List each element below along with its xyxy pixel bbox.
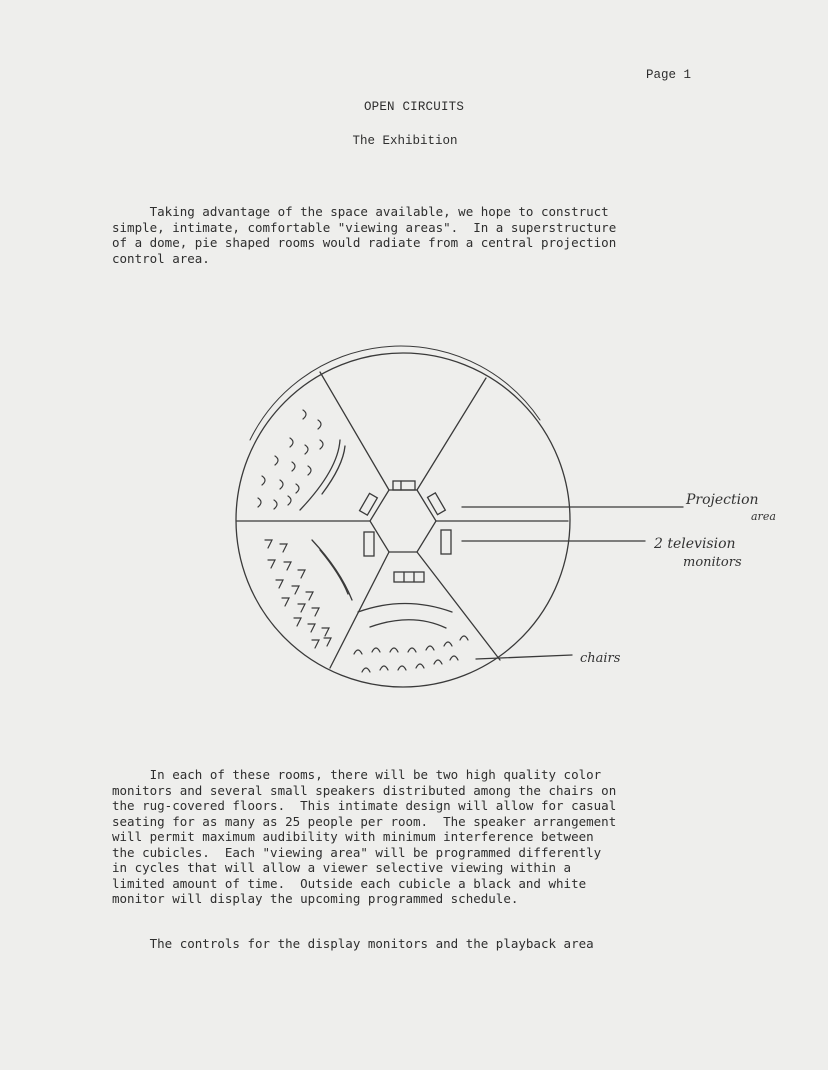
chair-mark bbox=[390, 648, 398, 652]
chair-mark bbox=[274, 500, 277, 509]
chair-mark bbox=[308, 624, 315, 632]
chair-mark bbox=[294, 618, 301, 626]
chair-mark bbox=[306, 592, 313, 600]
label-projection-line1: Projection bbox=[686, 492, 759, 508]
chair-marks bbox=[258, 410, 468, 672]
chair-mark bbox=[322, 628, 329, 636]
dome-outline-sketch bbox=[250, 346, 540, 440]
label-projection-line2: area bbox=[751, 510, 776, 523]
monitor-east bbox=[441, 530, 451, 554]
chair-mark bbox=[296, 484, 299, 493]
chair-mark bbox=[298, 570, 305, 578]
pointer-chairs bbox=[476, 655, 572, 659]
chair-mark bbox=[276, 580, 283, 588]
label-monitor-line1: 2 television bbox=[654, 536, 736, 552]
chair-mark bbox=[298, 604, 305, 612]
monitor-north-west bbox=[360, 493, 378, 515]
chair-mark bbox=[290, 438, 293, 447]
chair-mark bbox=[450, 656, 458, 660]
chair-mark bbox=[320, 440, 323, 449]
chair-mark bbox=[408, 648, 416, 652]
chair-mark bbox=[460, 636, 468, 640]
chair-mark bbox=[282, 598, 289, 606]
wall-north-west bbox=[320, 372, 389, 490]
page-number: Page 1 bbox=[646, 68, 692, 82]
chair-mark bbox=[362, 668, 370, 672]
monitor-north bbox=[393, 481, 415, 490]
chair-mark bbox=[268, 560, 275, 568]
chair-mark bbox=[262, 476, 265, 485]
paragraph-rooms: In each of these rooms, there will be two high quality color monitors and several small speakers distributed among the chairs on the rug-covered floors. This intimate design will allow for casual seating for as many as 25 people per room. The speaker arrangement will permit maximum audibility with minimum interference between the cubicles. Each "viewing area" will be programmed differently in cycles that will allow a viewer selective viewing within a limited amount of time. Outside each cubicle a black and white monitor will display the upcoming programmed schedule. bbox=[112, 767, 617, 906]
chair-mark bbox=[280, 544, 287, 552]
chair-mark bbox=[292, 462, 295, 471]
chair-mark bbox=[312, 640, 319, 648]
chair-mark bbox=[292, 586, 299, 594]
wall-north-east bbox=[417, 378, 486, 490]
monitor-west bbox=[364, 532, 374, 556]
seating-arc-s-1 bbox=[358, 604, 452, 613]
chair-mark bbox=[434, 660, 442, 664]
seating-arc-nw-2 bbox=[322, 446, 345, 494]
paragraph-controls: The controls for the display monitors and the playback area bbox=[112, 936, 594, 951]
paragraph-intro: Taking advantage of the space available, we hope to construct simple, intimate, comfortable "viewing areas". In a superstructure of a dome, pie shaped rooms would radiate from a central projection control area. bbox=[112, 204, 617, 266]
chair-mark bbox=[380, 666, 388, 670]
chair-mark bbox=[398, 666, 406, 670]
chair-mark bbox=[258, 498, 261, 507]
chair-mark bbox=[275, 456, 278, 465]
chair-mark bbox=[303, 410, 306, 419]
chair-mark bbox=[444, 642, 452, 646]
chair-mark bbox=[265, 540, 272, 548]
central-projection-hexagon bbox=[370, 490, 436, 552]
chair-mark bbox=[305, 445, 308, 454]
chair-mark bbox=[312, 608, 319, 616]
chair-mark bbox=[284, 562, 291, 570]
seating-arc-s-2 bbox=[370, 620, 446, 628]
chair-mark bbox=[416, 664, 424, 668]
label-monitor-line2: monitors bbox=[683, 555, 742, 570]
chair-mark bbox=[280, 480, 283, 489]
chair-mark bbox=[308, 466, 311, 475]
document-title: OPEN CIRCUITS bbox=[363, 100, 465, 114]
monitor-south bbox=[394, 572, 424, 582]
dome-outline bbox=[236, 353, 570, 687]
chair-mark bbox=[354, 650, 362, 654]
chair-mark bbox=[288, 496, 291, 505]
seating-arc-sw-1 bbox=[312, 540, 352, 600]
chair-mark bbox=[372, 648, 380, 652]
chair-mark bbox=[318, 420, 321, 429]
document-subtitle: The Exhibition bbox=[352, 134, 458, 148]
chair-mark bbox=[426, 646, 434, 650]
chair-mark bbox=[324, 638, 331, 646]
label-chairs: chairs bbox=[580, 651, 621, 666]
seating-arc-sw-2 bbox=[320, 550, 348, 594]
